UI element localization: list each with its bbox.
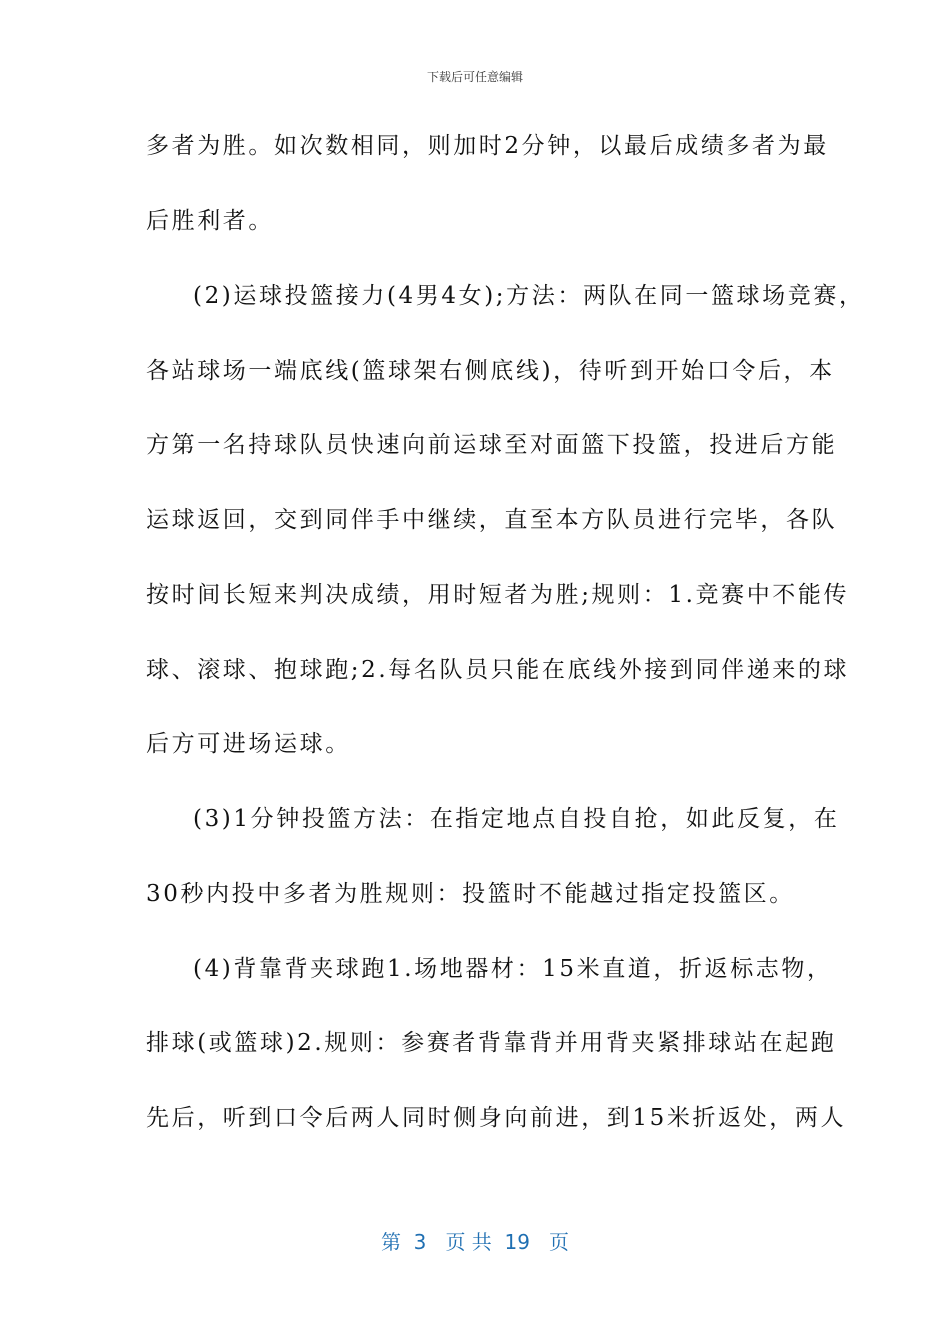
text-line: 方第一名持球队员快速向前运球至对面篮下投篮，投进后方能 [146, 432, 838, 458]
page-number-footer [0, 1226, 950, 1255]
header-note: 下载后可任意编辑 [426, 70, 523, 84]
text-line: 后方可进场运球。 [146, 731, 351, 757]
text-line: 多者为胜。如次数相同，则加时2分钟，以最后成绩多者为最 [146, 133, 829, 159]
text-line: 后胜利者。 [146, 208, 274, 234]
text-line: (4)背靠背夹球跑1.场地器材：15米直道，折返标志物， [193, 956, 833, 982]
text-line: 排球(或篮球)2.规则：参赛者背靠背并用背夹紧排球站在起跑 [146, 1030, 837, 1056]
text-line: 运球返回，交到同伴手中继续，直至本方队员进行完毕，各队 [146, 507, 838, 533]
text-line: 按时间长短来判决成绩，用时短者为胜;规则：1.竞赛中不能传 [146, 582, 850, 608]
text-line: (2)运球投篮接力(4男4女);方法：两队在同一篮球场竞赛， [193, 283, 865, 309]
text-line: (3)1分钟投篮方法：在指定地点自投自抢，如此反复，在 [193, 806, 840, 832]
text-line: 先后，听到口令后两人同时侧身向前进，到15米折返处，两人 [146, 1105, 847, 1131]
text-line: 球、滚球、抱球跑;2.每名队员只能在底线外接到同伴递来的球 [146, 657, 850, 683]
text-line: 各站球场一端底线(篮球架右侧底线)，待听到开始口令后，本 [146, 358, 835, 384]
page-number-text: 第 3 页 共 19 页 [380, 1230, 570, 1254]
text-line: 30秒内投中多者为胜规则：投篮时不能越过指定投篮区。 [146, 881, 795, 907]
